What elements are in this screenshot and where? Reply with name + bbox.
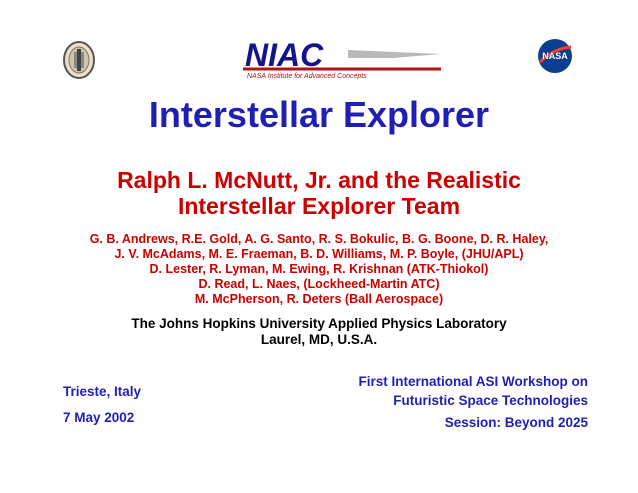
niac-logo	[243, 38, 443, 80]
team-member-line: D. Read, L. Naes, (Lockheed-Martin ATC)	[198, 277, 440, 291]
author-block	[0, 167, 638, 219]
team-member-line: G. B. Andrews, R.E. Gold, A. G. Santo, R. S. Bokulic, B. G. Boone, D. R. Haley,	[89, 232, 549, 246]
page-title: Interstellar Explorer	[148, 94, 490, 135]
venue-place: Trieste, Italy	[63, 384, 142, 399]
workshop-line-1: First International ASI Workshop on	[358, 374, 588, 389]
apl-seal-logo	[62, 40, 96, 80]
venue-date: 7 May 2002	[63, 410, 135, 425]
seal-icon	[62, 40, 96, 80]
workshop-line-2: Futuristic Space Technologies	[393, 393, 588, 408]
niac-tagline: NASA Institute for Advanced Concepts	[247, 73, 367, 80]
institution-block	[0, 316, 638, 348]
nasa-logo	[537, 38, 573, 74]
team-member-line: M. McPherson, R. Deters (Ball Aerospace)	[194, 292, 444, 306]
team-member-line: D. Lester, R. Lyman, M. Ewing, R. Krishnan (ATK-Thiokol)	[149, 262, 489, 276]
team-member-list	[0, 232, 638, 307]
nasa-wordmark: NASA	[542, 51, 568, 61]
institution-name: The Johns Hopkins University Applied Physics Laboratory	[131, 316, 507, 331]
institution-location: Laurel, MD, U.S.A.	[260, 332, 378, 347]
session-label: Session: Beyond 2025	[444, 415, 588, 430]
workshop-info	[358, 372, 588, 410]
author-line-1: Ralph L. McNutt, Jr. and the Realistic	[117, 167, 521, 193]
author-line-2: Interstellar Explorer Team	[177, 193, 461, 219]
niac-wordmark: NIAC	[245, 38, 324, 73]
team-member-line: J. V. McAdams, M. E. Fraeman, B. D. Williams, M. P. Boyle, (JHU/APL)	[114, 247, 524, 261]
